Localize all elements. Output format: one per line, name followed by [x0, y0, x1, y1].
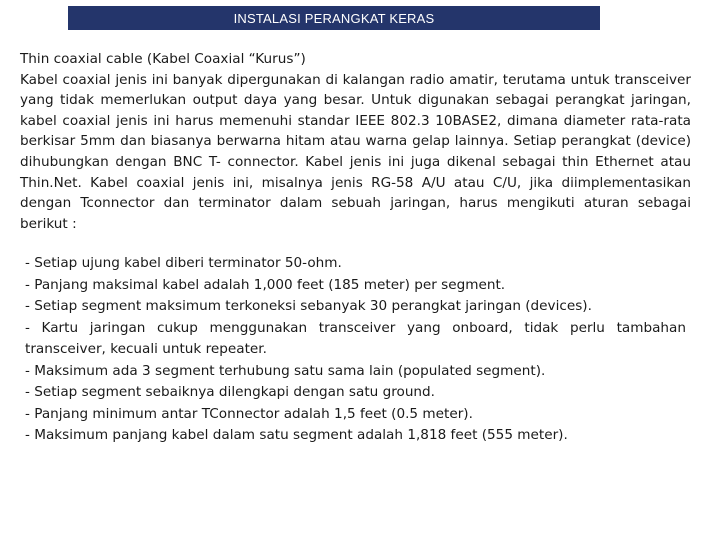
intro-paragraph: Kabel coaxial jenis ini banyak dipergunakan di kalangan radio amatir, terutama untuk transceiver yang tidak memerlukan output daya yang besar. Untuk digunakan sebagai perangkat jaringan, kabel coaxial jenis ini harus memenuhi standar IEEE 802.3 10BASE2, dimana diameter rata-rata berkisar 5mm dan biasanya berwarna hitam atau warna gelap lainnya. Setiap perangkat (device) dihubungkan dengan BNC T- connector. Kabel jenis ini juga dikenal sebagai thin Ethernet atau Thin.Net. Kabel coaxial jenis ini, misalnya jenis RG-58 A/U atau C/U, jika diimplementasikan dengan Tconnector dan terminator dalam sebuah jaringan, harus mengikuti aturan sebagai berikut :	[20, 71, 691, 232]
title-bar	[68, 6, 600, 30]
intro-section	[20, 49, 691, 234]
rule-item: - Maksimum panjang kabel dalam satu segment adalah 1,818 feet (555 meter).	[25, 427, 568, 443]
rule-item: - Setiap ujung kabel diberi terminator 50-ohm.	[25, 255, 342, 271]
page-title: INSTALASI PERANGKAT KERAS	[233, 10, 435, 26]
rule-item: - Panjang maksimal kabel adalah 1,000 feet (185 meter) per segment.	[25, 276, 506, 293]
rule-item: - Panjang minimum antar TConnector adalah 1,5 feet (0.5 meter).	[25, 405, 473, 422]
rules-list	[25, 253, 686, 447]
rule-item: - Setiap segment maksimum terkoneksi sebanyak 30 perangkat jaringan (devices).	[25, 298, 592, 314]
rule-item: - Maksimum ada 3 segment terhubung satu sama lain (populated segment).	[25, 362, 546, 379]
rule-item: - Kartu jaringan cukup menggunakan transceiver yang onboard, tidak perlu tambahan transceiver, kecuali untuk repeater.	[25, 319, 686, 357]
rule-item: - Setiap segment sebaiknya dilengkapi dengan satu ground.	[25, 384, 435, 400]
section-heading: Thin coaxial cable (Kabel Coaxial “Kurus”)	[20, 51, 306, 67]
